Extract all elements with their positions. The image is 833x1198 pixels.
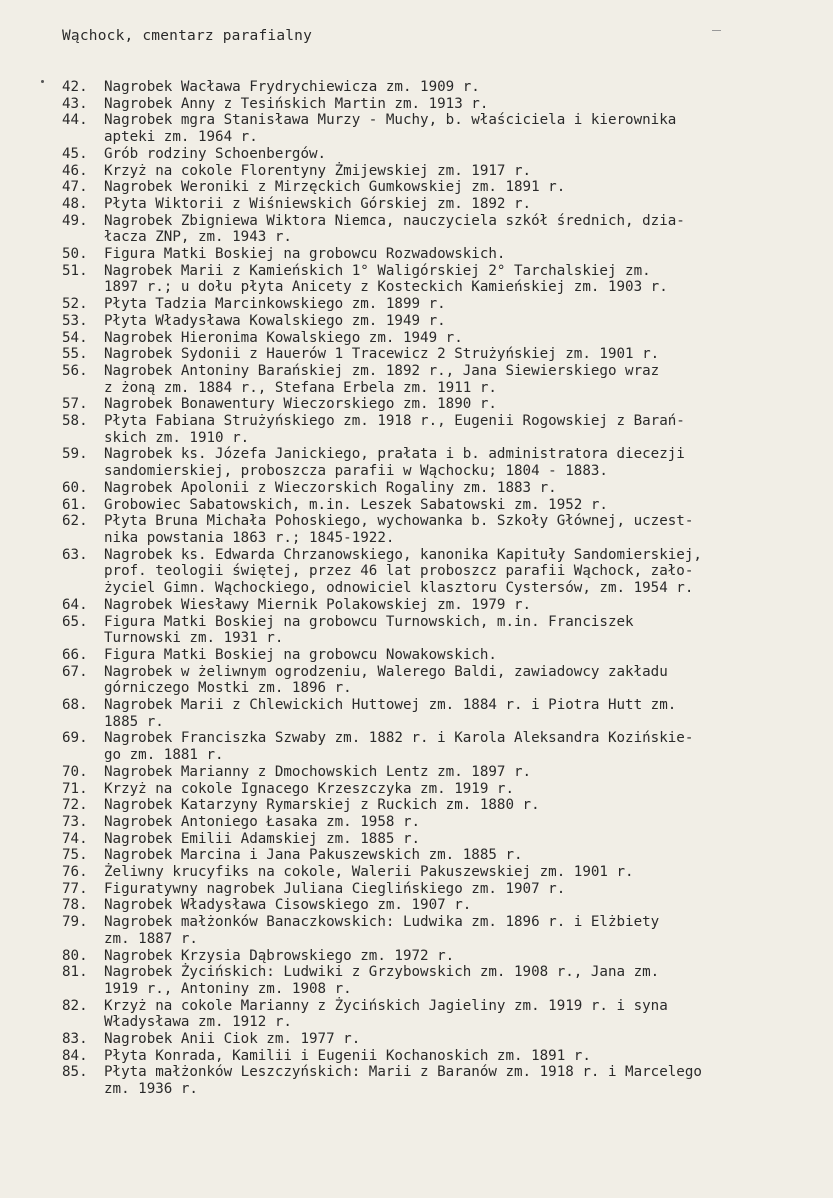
entry-text [104, 831, 822, 848]
list-item [62, 497, 822, 514]
entry-text [104, 897, 822, 914]
entry-line: Nagrobek mgra Stanisława Murzy - Muchy, b. właściciela i kierownika [104, 112, 677, 129]
list-item [62, 998, 822, 1031]
entry-number: 69. [62, 730, 88, 747]
entry-text [104, 547, 822, 597]
entry-text [104, 163, 822, 180]
entry-number: 42. [62, 79, 88, 95]
entry-text [104, 998, 822, 1031]
entry-text [104, 1064, 822, 1097]
entry-line: życiel Gimn. Wąchockiego, odnowiciel klasztoru Cystersów, zm. 1954 r. [104, 580, 694, 597]
paper-dot [41, 80, 44, 83]
entry-line: nika powstania 1863 r.; 1845-1922. [104, 529, 395, 546]
entry-line: Władysława zm. 1912 r. [104, 1014, 292, 1031]
list-item [62, 730, 822, 763]
entry-text [104, 179, 822, 196]
entry-line: Figura Matki Boskiej na grobowcu Rozwadowskich. [104, 246, 506, 263]
list-item [62, 179, 822, 196]
entry-text [104, 664, 822, 697]
entry-line: Nagrobek Emilii Adamskiej zm. 1885 r. [104, 830, 421, 847]
entry-number: 78. [62, 897, 88, 914]
entry-text [104, 446, 822, 479]
entry-number: 70. [62, 763, 88, 780]
entry-text [104, 79, 822, 96]
entry-line: Nagrobek małżonków Banaczkowskich: Ludwika zm. 1896 r. i Elżbiety [104, 914, 660, 931]
entry-number: 72. [62, 797, 88, 814]
list-item [62, 647, 822, 664]
entry-number: 45. [62, 145, 88, 162]
list-item [62, 964, 822, 997]
entry-text [104, 396, 822, 413]
entry-text [104, 296, 822, 313]
entry-line: Turnowski zm. 1931 r. [104, 630, 284, 647]
entry-text [104, 1031, 822, 1048]
entry-line: 1897 r.; u dołu płyta Anicety z Kosteckich Kamieńskiej zm. 1903 r. [104, 279, 668, 296]
entry-text [104, 213, 822, 246]
list-item [62, 664, 822, 697]
entry-number: 64. [62, 596, 88, 613]
entry-text [104, 881, 822, 898]
entry-number: 53. [62, 312, 88, 329]
entry-text [104, 313, 822, 330]
entry-text [104, 914, 822, 947]
entry-text [104, 246, 822, 263]
list-item [62, 246, 822, 263]
entry-line: Nagrobek Wacława Frydrychiewicza zm. 1909 r. [104, 79, 480, 95]
list-item [62, 513, 822, 546]
entry-text [104, 764, 822, 781]
entry-text [104, 263, 822, 296]
entry-line: Krzyż na cokole Florentyny Żmijewskiej zm. 1917 r. [104, 162, 532, 179]
entry-line: zm. 1936 r. [104, 1081, 198, 1098]
entry-text [104, 781, 822, 798]
list-item [62, 948, 822, 965]
entry-line: Nagrobek Anny z Tesińskich Martin zm. 1913 r. [104, 95, 489, 112]
list-item [62, 79, 822, 96]
entry-text [104, 146, 822, 163]
list-item [62, 1048, 822, 1065]
entry-line: Grobowiec Sabatowskich, m.in. Leszek Sabatowski zm. 1952 r. [104, 496, 608, 513]
entry-text [104, 864, 822, 881]
entry-line: Płyta Fabiana Strużyńskiego zm. 1918 r., Eugenii Rogowskiej z Barań- [104, 413, 685, 430]
entry-number: 76. [62, 864, 88, 881]
entry-line: Nagrobek Franciszka Szwaby zm. 1882 r. i Karola Aleksandra Kozińskie- [104, 730, 694, 747]
list-item [62, 764, 822, 781]
list-item [62, 263, 822, 296]
entry-line: Figura Matki Boskiej na grobowcu Turnowskich, m.in. Franciszek [104, 613, 634, 630]
entry-line: Nagrobek Weroniki z Mirzęckich Gumkowskiej zm. 1891 r. [104, 179, 566, 196]
list-item [62, 296, 822, 313]
entry-text [104, 513, 822, 546]
entry-text [104, 797, 822, 814]
entry-number: 85. [62, 1064, 88, 1081]
list-item [62, 881, 822, 898]
list-item [62, 547, 822, 597]
entry-line: zm. 1887 r. [104, 930, 198, 947]
entry-number: 68. [62, 697, 88, 714]
entry-line: Nagrobek Władysława Cisowskiego zm. 1907 r. [104, 897, 472, 914]
page-title: Wąchock, cmentarz parafialny [62, 28, 313, 44]
entry-line: Płyta małżonków Leszczyńskich: Marii z Baranów zm. 1918 r. i Marcelego [104, 1064, 702, 1081]
entry-number: 43. [62, 95, 88, 112]
entry-line: 1919 r., Antoniny zm. 1908 r. [104, 980, 352, 997]
entry-line: Nagrobek Antoniny Barańskiej zm. 1892 r., Jana Siewierskiego wraz [104, 362, 660, 379]
entry-text [104, 697, 822, 730]
list-item [62, 163, 822, 180]
entry-number: 81. [62, 964, 88, 981]
entry-text [104, 647, 822, 664]
entry-number: 51. [62, 262, 88, 279]
entry-number: 80. [62, 947, 88, 964]
entry-number: 59. [62, 446, 88, 463]
entry-number: 60. [62, 479, 88, 496]
entry-line: 1885 r. [104, 713, 164, 730]
entry-line: z żoną zm. 1884 r., Stefana Erbela zm. 1911 r. [104, 379, 497, 396]
list-item [62, 831, 822, 848]
entry-number: 66. [62, 646, 88, 663]
entry-line: Figuratywny nagrobek Juliana Cieglińskiego zm. 1907 r. [104, 880, 566, 897]
entry-line: Płyta Władysława Kowalskiego zm. 1949 r. [104, 312, 446, 329]
entry-line: górniczego Mostki zm. 1896 r. [104, 680, 352, 697]
entry-line: Nagrobek ks. Józefa Janickiego, prałata i b. administratora diecezji [104, 446, 685, 463]
entry-text [104, 730, 822, 763]
entry-line: sandomierskiej, proboszcza parafii w Wąchocku; 1804 - 1883. [104, 463, 608, 480]
list-item [62, 313, 822, 330]
list-item [62, 1064, 822, 1097]
entry-number: 50. [62, 246, 88, 263]
entry-text [104, 96, 822, 113]
entry-number: 54. [62, 329, 88, 346]
list-item [62, 847, 822, 864]
entry-line: Grób rodziny Schoenbergów. [104, 145, 327, 162]
entry-line: Nagrobek Bonawentury Wieczorskiego zm. 1890 r. [104, 396, 497, 413]
list-item [62, 396, 822, 413]
list-item [62, 797, 822, 814]
list-item [62, 346, 822, 363]
list-item [62, 597, 822, 614]
entry-line: Krzyż na cokole Ignacego Krzeszczyka zm. 1919 r. [104, 780, 514, 797]
entry-line: Żeliwny krucyfiks na cokole, Walerii Pakuszewskiej zm. 1901 r. [104, 864, 634, 881]
entry-text [104, 614, 822, 647]
list-item [62, 413, 822, 446]
list-item [62, 196, 822, 213]
list-item [62, 614, 822, 647]
entry-text [104, 196, 822, 213]
entry-line: apteki zm. 1964 r. [104, 129, 258, 146]
list-item [62, 1031, 822, 1048]
entry-number: 82. [62, 997, 88, 1014]
entry-number: 65. [62, 613, 88, 630]
entry-number: 77. [62, 880, 88, 897]
entry-text [104, 597, 822, 614]
paper-mark [712, 30, 721, 31]
entry-line: Nagrobek Zbigniewa Wiktora Niemca, nauczyciela szkół średnich, dzia- [104, 212, 685, 229]
entry-line: Nagrobek Antoniego Łasaka zm. 1958 r. [104, 813, 421, 830]
entry-text [104, 480, 822, 497]
entry-line: Figura Matki Boskiej na grobowcu Nowakowskich. [104, 646, 497, 663]
entry-text [104, 330, 822, 347]
entry-text [104, 413, 822, 446]
list-item [62, 112, 822, 145]
entry-number: 55. [62, 346, 88, 363]
entry-number: 73. [62, 813, 88, 830]
entry-line: Nagrobek ks. Edwarda Chrzanowskiego, kanonika Kapituły Sandomierskiej, [104, 546, 702, 563]
entry-number: 83. [62, 1031, 88, 1048]
entry-line: Nagrobek Marianny z Dmochowskich Lentz zm. 1897 r. [104, 763, 532, 780]
entry-line: Nagrobek Apolonii z Wieczorskich Rogaliny zm. 1883 r. [104, 479, 557, 496]
entry-text [104, 497, 822, 514]
list-item [62, 96, 822, 113]
entry-line: go zm. 1881 r. [104, 747, 224, 764]
list-item [62, 330, 822, 347]
list-item [62, 480, 822, 497]
entry-text [104, 964, 822, 997]
list-item [62, 446, 822, 479]
entry-line: Nagrobek Sydonii z Hauerów 1 Tracewicz 2 Strużyńskiej zm. 1901 r. [104, 346, 660, 363]
entry-line: Nagrobek Anii Ciok zm. 1977 r. [104, 1031, 361, 1048]
list-item [62, 864, 822, 881]
entry-line: Nagrobek Katarzyny Rymarskiej z Ruckich zm. 1880 r. [104, 797, 540, 814]
entry-text [104, 112, 822, 145]
entry-line: Płyta Bruna Michała Pohoskiego, wychowanka b. Szkoły Głównej, uczest- [104, 513, 694, 530]
entry-number: 61. [62, 496, 88, 513]
entry-text [104, 814, 822, 831]
entry-line: skich zm. 1910 r. [104, 429, 250, 446]
entry-number: 48. [62, 195, 88, 212]
entry-text [104, 847, 822, 864]
list-item [62, 897, 822, 914]
entry-number: 56. [62, 362, 88, 379]
entry-line: Nagrobek Marii z Chlewickich Huttowej zm. 1884 r. i Piotra Hutt zm. [104, 697, 677, 714]
entry-number: 84. [62, 1047, 88, 1064]
entry-line: Nagrobek Marii z Kamieńskich 1° Waligórskiej 2° Tarchalskiej zm. [104, 262, 651, 279]
entry-line: Krzyż na cokole Marianny z Życińskich Jagieliny zm. 1919 r. i syna [104, 997, 668, 1014]
entry-line: Nagrobek Hieronima Kowalskiego zm. 1949 r. [104, 329, 463, 346]
entry-line: Płyta Konrada, Kamilii i Eugenii Kochanoskich zm. 1891 r. [104, 1047, 591, 1064]
entry-number: 58. [62, 413, 88, 430]
entry-line: łacza ZNP, zm. 1943 r. [104, 229, 292, 246]
list-item [62, 146, 822, 163]
entry-line: Płyta Tadzia Marcinkowskiego zm. 1899 r. [104, 296, 446, 313]
entry-number: 62. [62, 513, 88, 530]
entry-number: 57. [62, 396, 88, 413]
entry-number: 47. [62, 179, 88, 196]
list-item [62, 213, 822, 246]
grave-entry-list [62, 79, 822, 1098]
entry-line: Płyta Wiktorii z Wiśniewskich Górskiej zm. 1892 r. [104, 195, 532, 212]
list-item [62, 814, 822, 831]
entry-line: Nagrobek Marcina i Jana Pakuszewskich zm. 1885 r. [104, 847, 523, 864]
entry-number: 74. [62, 830, 88, 847]
entry-line: Nagrobek Życińskich: Ludwiki z Grzybowskich zm. 1908 r., Jana zm. [104, 964, 660, 981]
entry-number: 67. [62, 663, 88, 680]
list-item [62, 781, 822, 798]
entry-text [104, 363, 822, 396]
entry-text [104, 346, 822, 363]
entry-line: prof. teologii świętej, przez 46 lat proboszcz parafii Wąchock, zało- [104, 563, 694, 580]
entry-text [104, 1048, 822, 1065]
entry-number: 46. [62, 162, 88, 179]
entry-text [104, 948, 822, 965]
entry-number: 71. [62, 780, 88, 797]
entry-number: 49. [62, 212, 88, 229]
entry-number: 79. [62, 914, 88, 931]
entry-line: Nagrobek w żeliwnym ogrodzeniu, Walerego Baldi, zawiadowcy zakładu [104, 663, 668, 680]
list-item [62, 363, 822, 396]
entry-number: 44. [62, 112, 88, 129]
entry-line: Nagrobek Krzysia Dąbrowskiego zm. 1972 r. [104, 947, 455, 964]
list-item [62, 914, 822, 947]
entry-number: 63. [62, 546, 88, 563]
entry-number: 75. [62, 847, 88, 864]
list-item [62, 697, 822, 730]
entry-number: 52. [62, 296, 88, 313]
entry-line: Nagrobek Wiesławy Miernik Polakowskiej zm. 1979 r. [104, 596, 532, 613]
